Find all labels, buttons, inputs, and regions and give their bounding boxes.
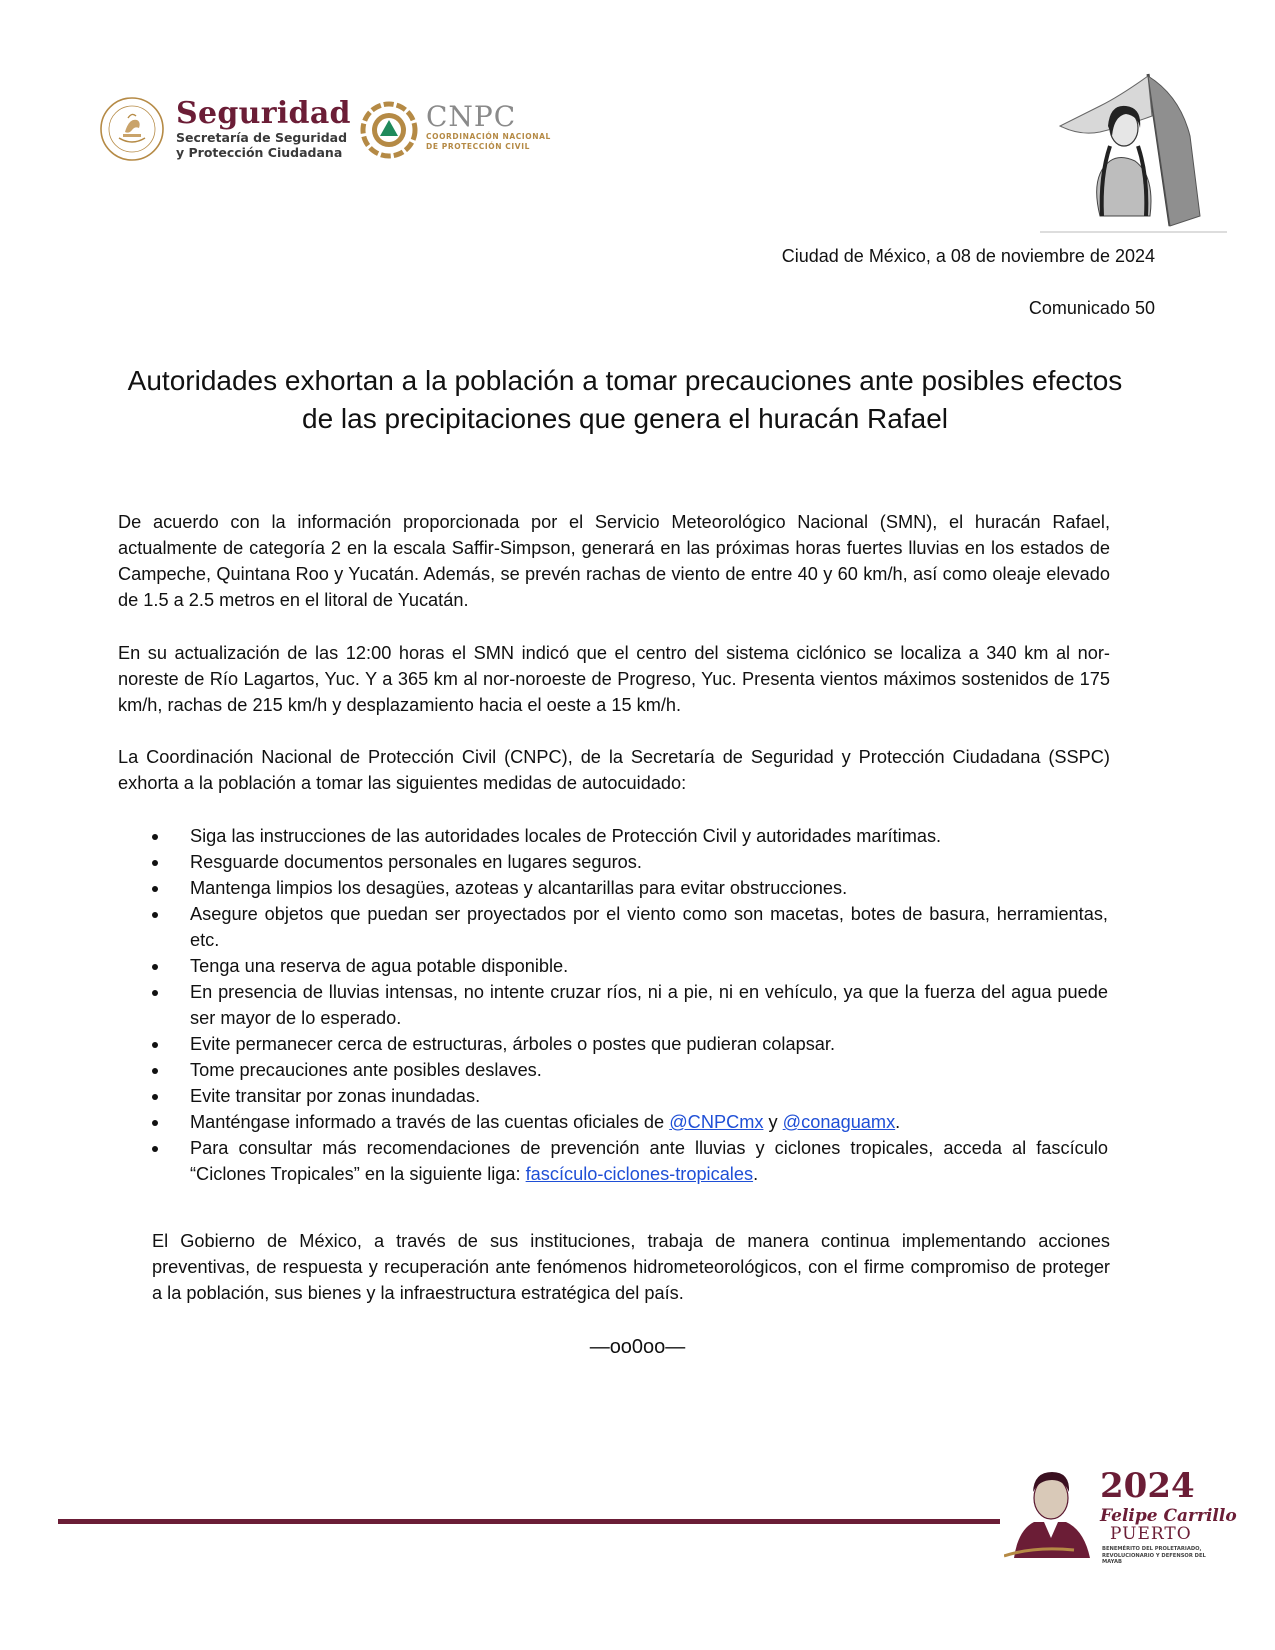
paragraph-smn-update: En su actualización de las 12:00 horas el SMN indicó que el centro del sistema ciclónico se localiza a 340 km al nor-noreste de Río Lagartos, Yuc. Y a 365 km al nor-noroeste de Progreso, Yuc. Presenta vientos máximos sostenidos de 175 km/h, rachas de 215 km/h y desplazamiento hacia el oeste a 15 km/h. (118, 643, 1110, 715)
list-item (152, 849, 1108, 875)
list-item (152, 979, 1108, 1031)
list-item (152, 901, 1108, 953)
list-item-consult-fascicle (152, 1135, 1108, 1187)
bullet-icon (152, 964, 158, 970)
bullet-icon (152, 1068, 158, 1074)
cnpcmx-link[interactable]: @CNPCmx (669, 1112, 764, 1132)
list-item (152, 1083, 1108, 1109)
felipe-carrillo-puerto-portrait (1004, 1460, 1100, 1560)
footer-surname: PUERTO (1110, 1524, 1192, 1544)
cnpc-title: CNPC (426, 100, 517, 133)
seguridad-subtitle-2: y Protección Ciudadana (176, 145, 343, 160)
fascicle-link[interactable]: fascículo-ciclones-tropicales (525, 1164, 754, 1184)
footer-name: Felipe Carrillo (1100, 1506, 1237, 1526)
heroine-flag-illustration (1040, 66, 1227, 234)
list-item (152, 875, 1108, 901)
bullet-icon (152, 834, 158, 840)
list-item-text: Mantenga limpios los desagües, azoteas y alcantarillas para evitar obstrucciones. (190, 878, 848, 898)
seguridad-logo (176, 98, 351, 160)
paragraph-cnpc-exhortation: La Coordinación Nacional de Protección Civil (CNPC), de la Secretaría de Seguridad y Protección Ciudadana (SSPC) exhorta a la población a tomar las siguientes medidas de autocuidado: (118, 747, 1110, 793)
list-item-text: Tome precauciones ante posibles deslaves. (190, 1060, 542, 1080)
bullet-icon (152, 886, 158, 892)
list-item (152, 1031, 1108, 1057)
cnpc-subtitle-1: COORDINACIÓN NACIONAL (426, 132, 551, 141)
self-care-measures-list (152, 823, 1108, 1187)
period-text: . (753, 1164, 759, 1184)
place-date: Ciudad de México, a 08 de noviembre de 2024 (781, 246, 1155, 266)
list-item-text: En presencia de lluvias intensas, no intente cruzar ríos, ni a pie, ni en vehículo, ya que la fuerza del agua puede ser mayor de lo esperado. (190, 982, 1108, 1028)
list-item-text: Evite permanecer cerca de estructuras, árboles o postes que pudieran colapsar. (190, 1034, 836, 1054)
cnpc-logo (426, 102, 551, 152)
list-item-text: Manténgase informado a través de las cuentas oficiales de (190, 1112, 670, 1132)
bullet-icon (152, 1120, 158, 1126)
seguridad-subtitle-1: Secretaría de Seguridad (176, 130, 348, 145)
footer-divider (58, 1519, 1000, 1524)
period-text: . (895, 1112, 901, 1132)
paragraph-closing: El Gobierno de México, a través de sus instituciones, trabaja de manera continua implementando acciones preventivas, de respuesta y recuperación ante fenómenos hidrometeorológicos, con el firme compromiso de proteger a la población, sus bienes y la infraestructura estratégica del país. (152, 1231, 1110, 1303)
paragraph-smn-forecast: De acuerdo con la información proporcionada por el Servicio Meteorológico Nacional (SMN), el huracán Rafael, actualmente de categoría 2 en la escala Saffir-Simpson, generará en las próximas horas fuertes lluvias en los estados de Campeche, Quintana Roo y Yucatán. Además, se prevén rachas de viento de entre 40 y 60 km/h, así como oleaje elevado de 1.5 a 2.5 metros en el litoral de Yucatán. (118, 512, 1110, 610)
mexico-seal-icon (99, 96, 165, 162)
list-item (152, 823, 1108, 849)
list-item-text: Evite transitar por zonas inundadas. (190, 1086, 481, 1106)
cnpc-subtitle-2: DE PROTECCIÓN CIVIL (426, 142, 530, 151)
bullet-icon (152, 912, 158, 918)
bullet-icon (152, 1146, 158, 1152)
connector-text: y (763, 1112, 783, 1132)
list-item-text: Asegure objetos que puedan ser proyectados por el viento como son macetas, botes de basura, herramientas, etc. (190, 904, 1108, 950)
list-item-text: Resguarde documentos personales en lugares seguros. (190, 852, 642, 872)
communique-number: Comunicado 50 (1028, 298, 1155, 318)
cnpc-emblem-icon (360, 101, 418, 159)
footer-year: 2024 (1100, 1466, 1195, 1506)
press-release-headline: Autoridades exhortan a la población a tomar precauciones ante posibles efectos de las precipitaciones que genera el huracán Rafael (127, 365, 1123, 434)
conaguamx-link[interactable]: @conaguamx (782, 1112, 896, 1132)
list-item (152, 953, 1108, 979)
list-item (152, 1057, 1108, 1083)
bullet-icon (152, 860, 158, 866)
bullet-icon (152, 1094, 158, 1100)
bullet-icon (152, 1042, 158, 1048)
list-item-text: Para consultar más recomendaciones de prevención ante lluvias y ciclones tropicales, acceda al fascículo “Ciclones Tropicales” en la siguiente liga: (190, 1138, 1108, 1184)
footer-tagline: BENEMÉRITO DEL PROLETARIADO, REVOLUCIONARIO Y DEFENSOR DEL MAYAB (1102, 1546, 1206, 1565)
end-mark: —oo0oo— (589, 1336, 686, 1358)
list-item-official-accounts (152, 1109, 1108, 1135)
bullet-icon (152, 990, 158, 996)
seguridad-title: Seguridad (176, 96, 351, 131)
list-item-text: Tenga una reserva de agua potable disponible. (190, 956, 569, 976)
list-item-text: Siga las instrucciones de las autoridades locales de Protección Civil y autoridades marítimas. (190, 826, 942, 846)
